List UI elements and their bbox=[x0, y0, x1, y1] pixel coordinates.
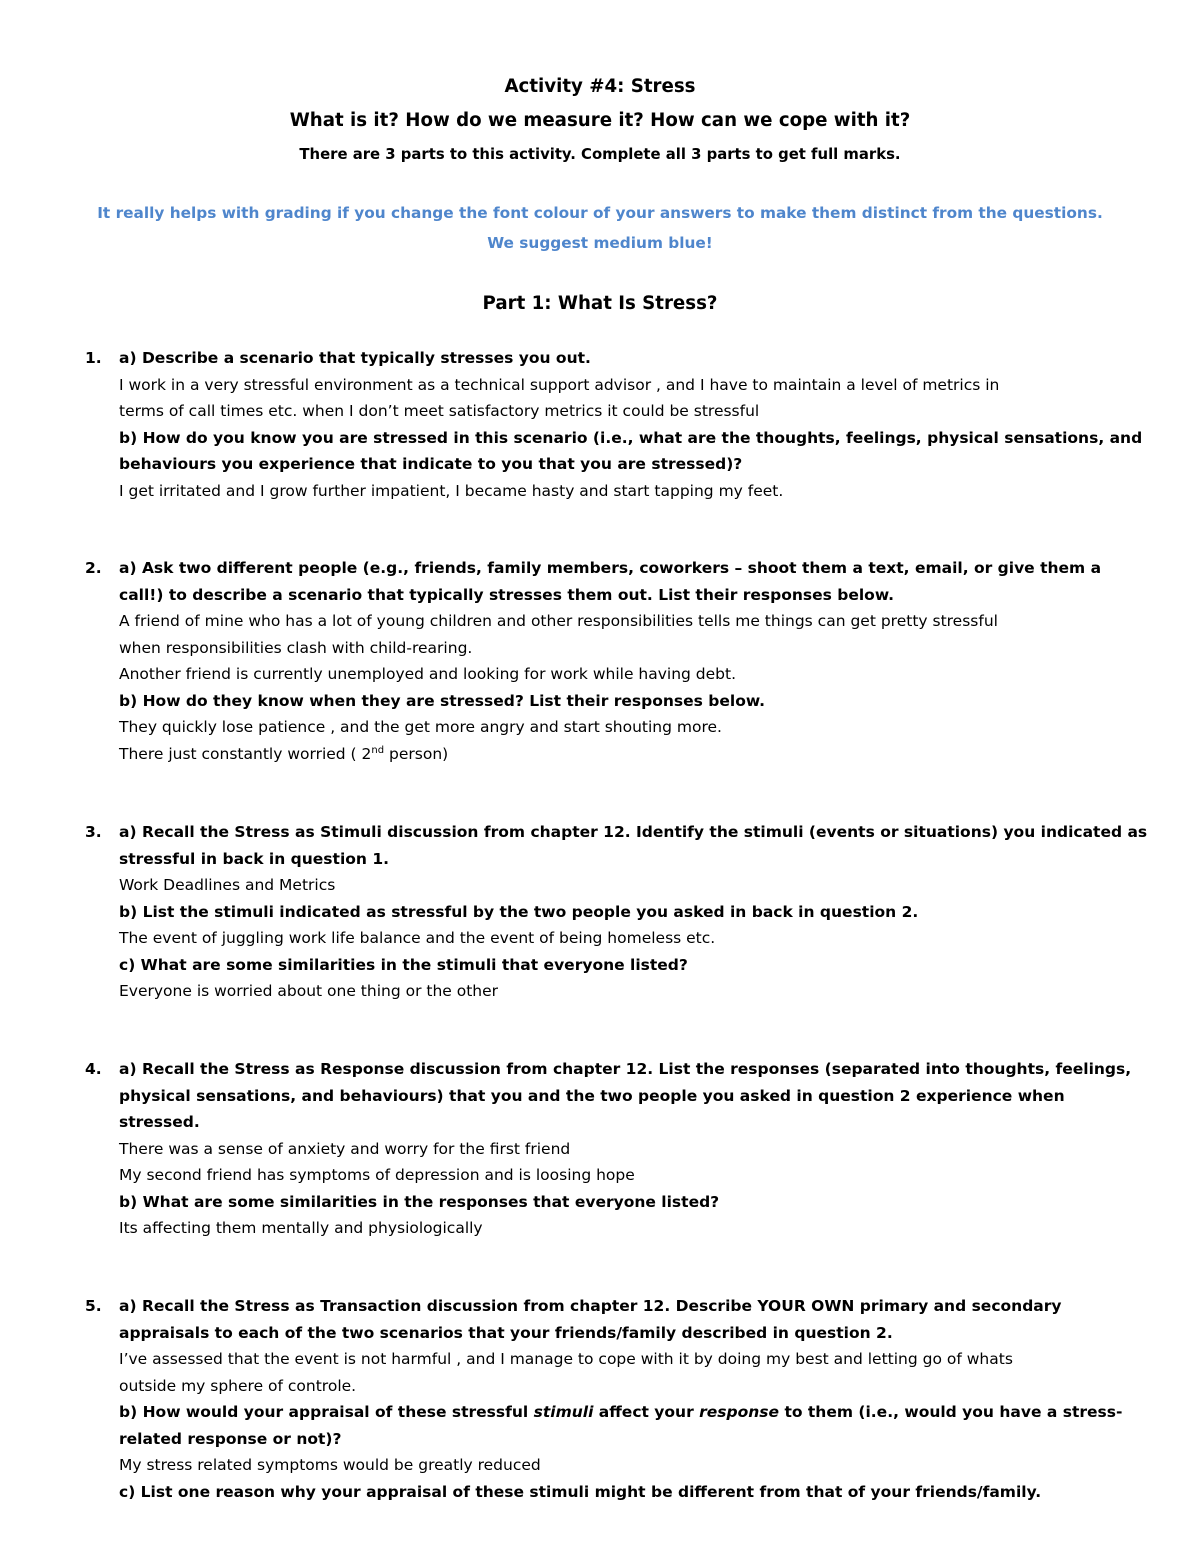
answer-text: My stress related symptoms would be greatly reduced bbox=[119, 1456, 541, 1474]
instructions-text: There are 3 parts to this activity. Complete all 3 parts to get full marks. bbox=[299, 145, 901, 163]
question-prompt: a) Recall the Stress as Response discussion from chapter 12. List the responses (separated into thoughts, feelings, bbox=[119, 1060, 1132, 1078]
question-prompt: behaviours you experience that indicate to you that you are stressed)? bbox=[119, 455, 743, 473]
answer-text: Its affecting them mentally and physiologically bbox=[119, 1219, 483, 1237]
question-prompt: c) List one reason why your appraisal of these stimuli might be different from that of your friends/family. bbox=[119, 1482, 1042, 1501]
answer-text: I’ve assessed that the event is not harmful , and I manage to cope with it by doing my best and letting go of whats bbox=[119, 1350, 1013, 1368]
question-prompt: a) Recall the Stress as Stimuli discussion from chapter 12. Identify the stimuli (events or situations) you indicated as bbox=[119, 823, 1148, 841]
answer-text: There was a sense of anxiety and worry for the first friend bbox=[119, 1139, 571, 1158]
question-prompt: b) What are some similarities in the responses that everyone listed? bbox=[119, 1192, 720, 1211]
grading-tip-line-1: It really helps with grading if you change the font colour of your answers to make them distinct from the questions. bbox=[97, 204, 1103, 222]
answer-text-part: There just constantly worried ( 2 bbox=[119, 744, 372, 763]
question-prompt: b) List the stimuli indicated as stressful by the two people you asked in back in question 2. bbox=[119, 902, 919, 921]
answer-text: The event of juggling work life balance and the event of being homeless etc. bbox=[119, 929, 716, 947]
ordinal-suffix: nd bbox=[371, 744, 385, 756]
answer-text: Work Deadlines and Metrics bbox=[119, 876, 336, 894]
answer-text: terms of call times etc. when I don’t meet satisfactory metrics it could be stressful bbox=[119, 402, 760, 420]
answer-text bbox=[119, 741, 1159, 768]
prompt-part: to them (i.e., would you have a stress- bbox=[779, 1403, 1123, 1421]
question-number: 4. bbox=[85, 1060, 102, 1078]
question-number: 5. bbox=[85, 1297, 102, 1315]
question-prompt: b) How do they know when they are stressed? List their responses below. bbox=[119, 691, 766, 710]
prompt-emphasis: stimuli bbox=[533, 1403, 594, 1421]
answer-text: I work in a very stressful environment as a technical support advisor , and I have to maintain a level of metrics in bbox=[119, 375, 1000, 394]
answer-text: outside my sphere of controle. bbox=[119, 1376, 357, 1395]
question-number: 1. bbox=[85, 349, 102, 367]
section-heading: Part 1: What Is Stress? bbox=[482, 293, 718, 314]
question-number: 2. bbox=[85, 559, 102, 577]
question-prompt: a) Ask two different people (e.g., friends, family members, coworkers – shoot them a text, email, or give them a bbox=[119, 559, 1102, 577]
question-prompt: call!) to describe a scenario that typically stresses them out. List their responses below. bbox=[119, 585, 895, 604]
answer-text: I get irritated and I grow further impatient, I became hasty and start tapping my feet. bbox=[119, 481, 784, 500]
question-prompt: stressed. bbox=[119, 1113, 200, 1131]
question-prompt: physical sensations, and behaviours) that you and the two people you asked in question 2 experience when bbox=[119, 1086, 1065, 1105]
question-prompt: stressful in back in question 1. bbox=[119, 849, 390, 868]
grading-tip-line-2: We suggest medium blue! bbox=[487, 234, 713, 252]
question-prompt: c) What are some similarities in the stimuli that everyone listed? bbox=[119, 955, 688, 974]
page-subtitle: What is it? How do we measure it? How can we cope with it? bbox=[289, 110, 911, 131]
question-prompt: b) How do you know you are stressed in this scenario (i.e., what are the thoughts, feelings, physical sensations, and bbox=[119, 428, 1143, 447]
question-prompt: a) Describe a scenario that typically stresses you out. bbox=[119, 349, 591, 367]
question-prompt: appraisals to each of the two scenarios that your friends/family described in question 2. bbox=[119, 1323, 893, 1342]
answer-text: They quickly lose patience , and the get more angry and start shouting more. bbox=[119, 718, 722, 736]
question-prompt: related response or not)? bbox=[119, 1429, 342, 1448]
prompt-part: affect your bbox=[593, 1403, 700, 1421]
question-number: 3. bbox=[85, 823, 102, 841]
question-prompt: a) Recall the Stress as Transaction discussion from chapter 12. Describe YOUR OWN primary and secondary bbox=[119, 1297, 1062, 1315]
answer-text: A friend of mine who has a lot of young children and other responsibilities tells me things can get pretty stressful bbox=[119, 612, 998, 630]
answer-text: Everyone is worried about one thing or the other bbox=[119, 982, 499, 1000]
answer-text: My second friend has symptoms of depression and is loosing hope bbox=[119, 1166, 635, 1184]
answer-text: when responsibilities clash with child-rearing. bbox=[119, 638, 473, 657]
answer-text: Another friend is currently unemployed and looking for work while having debt. bbox=[119, 665, 737, 683]
prompt-emphasis: response bbox=[699, 1403, 780, 1421]
page-title: Activity #4: Stress bbox=[504, 76, 696, 97]
question-prompt bbox=[119, 1399, 1159, 1426]
prompt-part: b) How would your appraisal of these stressful bbox=[119, 1403, 534, 1421]
answer-text-part: person) bbox=[384, 744, 449, 763]
